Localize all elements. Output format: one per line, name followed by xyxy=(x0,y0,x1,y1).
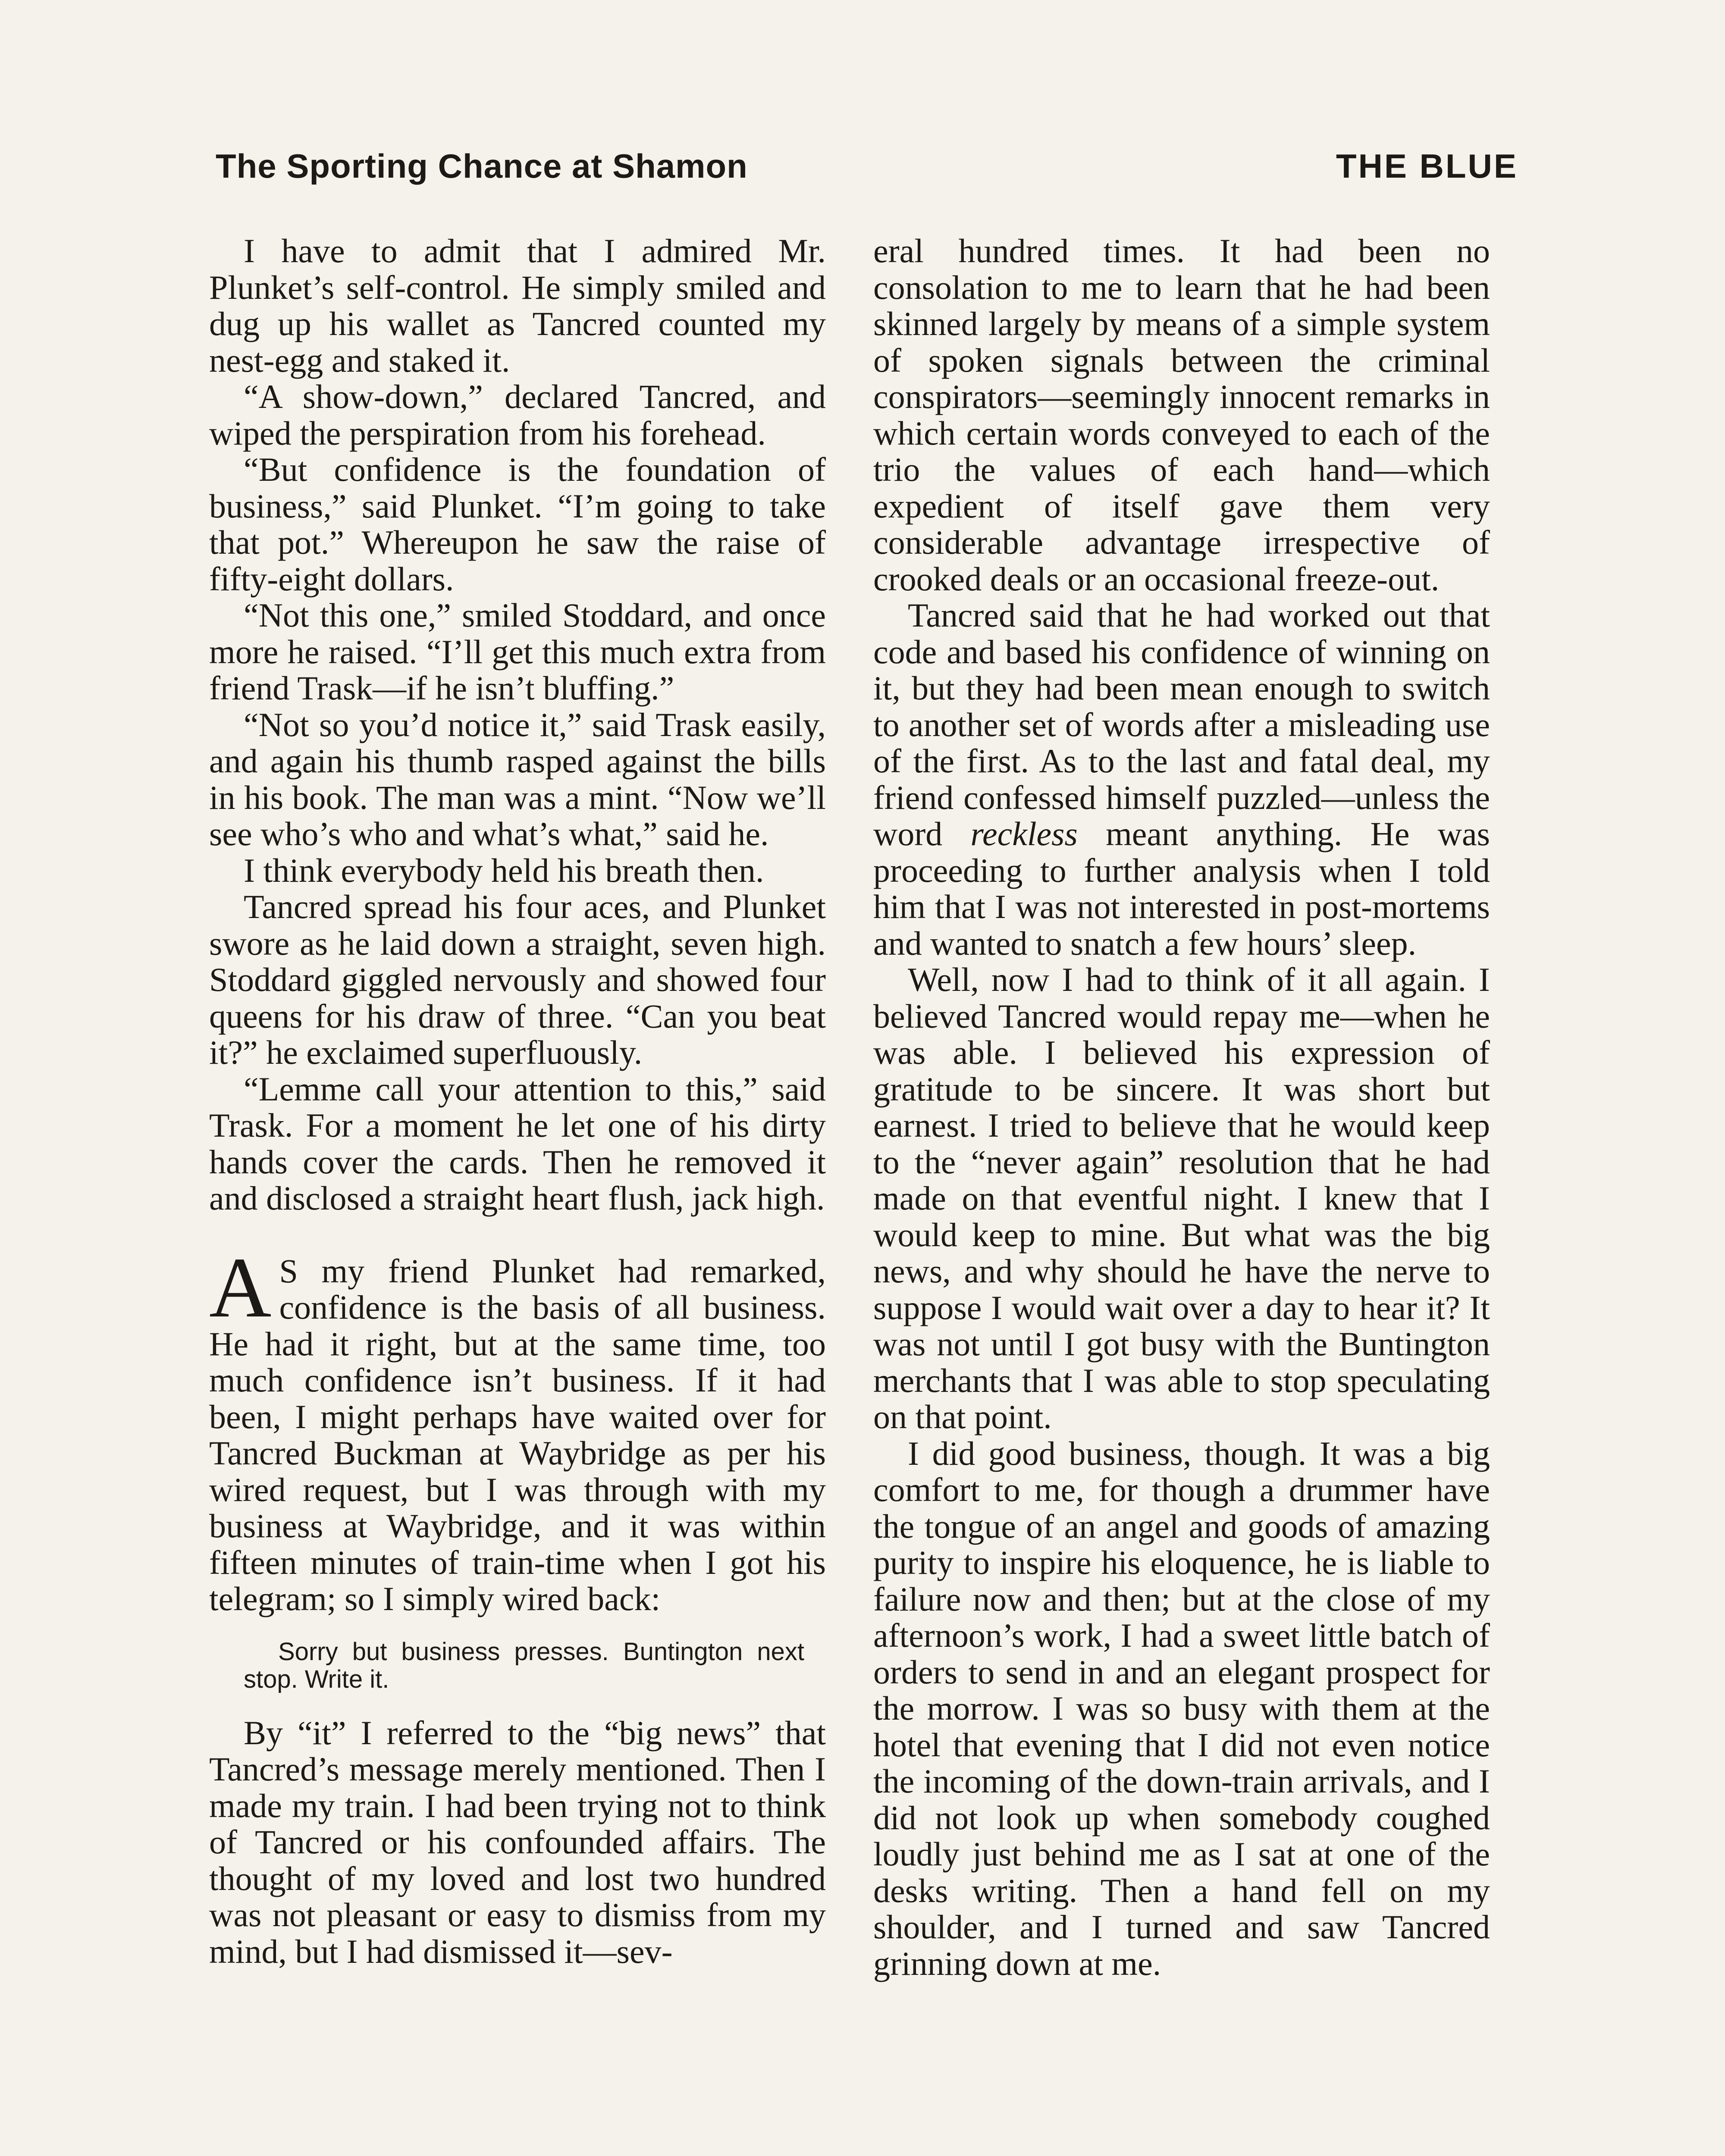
paragraph: “Not so you’d notice it,” said Trask easily, and again his thumb rasped against the bills in his book. The man was a mint. “Now we’ll see who’s who and what’s what,” said he. xyxy=(209,705,826,852)
paragraph: I did good business, though. It was a big comfort to me, for though a drummer have the tongue of an angel and goods of amazing purity to inspire his eloquence, he is liable to failure now and then; but at the close of my afternoon’s work, I had a sweet little batch of orders to send in and an elegant prospect for the morrow. I was so busy with them at the hotel that evening that I did not even notice the incoming of the down-train arrivals, and I did not look up when somebody coughed loudly just behind me as I sat at one of the desks writing. Then a hand fell on my shoulder, and I turned and saw Tancred grinning down at me. xyxy=(873,1434,1490,1982)
story-title: The Sporting Chance at Shamon xyxy=(216,147,748,185)
paragraph: By “it” I referred to the “big news” that Tancred’s message merely mentioned. Then I made my train. I had been trying not to think of Tancred or his confounded affairs. The thought of my loved and lost two hundred was not pleasant or easy to dismiss from my mind, but I had dismissed it—sev- xyxy=(209,1714,826,1970)
paragraph xyxy=(873,597,1490,962)
drop-cap: A xyxy=(209,1240,272,1335)
paragraph-text: meant anything. He was proceeding to further analysis when I told him that I was not interested in post-mortems and wanted to snatch a few hours’ sleep. xyxy=(873,815,1490,962)
paragraph-text: Tancred said that he had worked out that code and based his confidence of winning on it, but they had been mean enough to switch to another set of words after a misleading use of the first. As to the last and fatal deal, my friend confessed himself puzzled—unless the word xyxy=(873,596,1490,852)
right-column xyxy=(873,233,1490,1982)
paragraph: Well, now I had to think of it all again. I believed Tancred would repay me—when he was able. I believed his expression of gratitude to be sincere. It was short but earnest. I tried to believe that he would keep to the “never again” resolution that he had made on that eventful night. I knew that I would keep to mine. But what was the big news, and why should he have the nerve to suppose I would wait over a day to hear it? It was not until I got busy with the Buntington merchants that I was able to stop speculating on that point. xyxy=(873,961,1490,1435)
telegram-quote: Sorry but business presses. Buntington next stop. Write it. xyxy=(244,1637,804,1693)
continued-paragraph: eral hundred times. It had been no consolation to me to learn that he had been skinned largely by means of a simple system of spoken signals between the criminal conspirators—seemingly innocent remarks in which certain words conveyed to each of the trio the values of each hand—which expedient of itself gave them very considerable advantage irrespective of crooked deals or an occasional freeze-out. xyxy=(873,232,1490,598)
paragraph: I have to admit that I admired Mr. Plunket’s self-control. He simply smiled and dug up his wallet as Tancred counted my nest-egg and staked it. xyxy=(209,232,826,379)
paragraph: Tancred spread his four aces, and Plunket swore as he laid down a straight, seven high. Stoddard giggled nervously and showed four queens for his draw of three. “Can you beat it?” he exclaimed superfluously. xyxy=(209,888,826,1071)
paragraph-text: S my friend Plunket had remarked, confidence is the basis of all business. He had it right, but at the same time, too much confidence isn’t business. If it had been, I might perhaps have waited over for Tancred Buckman at Waybridge as per his wired request, but I was through with my business at Waybridge, and it was within fifteen minutes of train-time when I got his telegram; so I simply wired back: xyxy=(209,1252,826,1617)
magazine-name: THE BLUE xyxy=(1336,147,1518,185)
italic-word: reckless xyxy=(970,815,1078,852)
paragraph: “Not this one,” smiled Stoddard, and once more he raised. “I’ll get this much extra from friend Trask—if he isn’t bluffing.” xyxy=(209,596,826,707)
left-column xyxy=(209,233,826,1970)
paragraph: “Lemme call your attention to this,” said Trask. For a moment he let one of his dirty hands cover the cards. Then he removed it and disclosed a straight heart flush, jack high. xyxy=(209,1070,826,1217)
paragraph: “But confidence is the foundation of business,” said Plunket. “I’m going to take that pot.” Whereupon he saw the raise of fifty-eight dollars. xyxy=(209,451,826,598)
section-start-paragraph xyxy=(209,1240,826,1617)
paragraph: I think everybody held his breath then. xyxy=(244,851,764,889)
running-head xyxy=(216,147,1518,207)
paragraph: “A show-down,” declared Tancred, and wiped the perspiration from his forehead. xyxy=(209,378,826,452)
